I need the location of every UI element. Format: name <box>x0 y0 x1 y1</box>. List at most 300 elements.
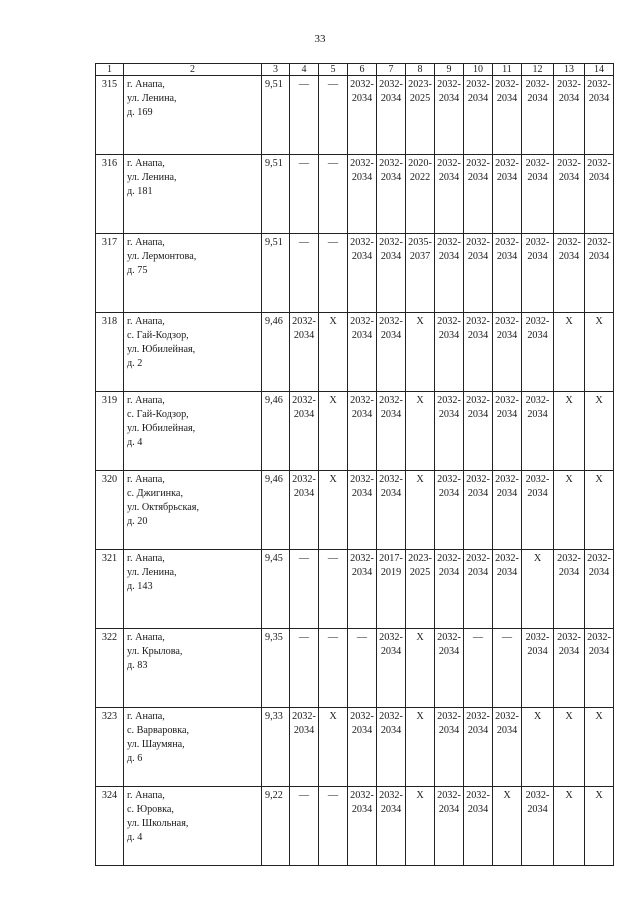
period-text: 2032- <box>495 316 519 327</box>
period-cell-col-5 <box>319 76 348 155</box>
period-cell-col-4 <box>290 550 319 629</box>
period-cell-col-8 <box>406 76 435 155</box>
period-text: 2032- <box>379 790 403 801</box>
period-text: 2034 <box>467 93 489 104</box>
period-cell-col-13 <box>554 708 585 787</box>
period-cell-col-13 <box>554 313 585 392</box>
period-text: 2032- <box>379 474 403 485</box>
period-text: 2034 <box>438 646 460 657</box>
period-text: 2032- <box>437 474 461 485</box>
period-text: 2032- <box>292 316 316 327</box>
period-cell-col-6 <box>348 313 377 392</box>
address-cell <box>124 313 262 392</box>
period-cell-col-6 <box>348 629 377 708</box>
period-text: 2034 <box>380 409 402 420</box>
period-text: Х <box>329 316 337 327</box>
period-text: 2032- <box>525 790 550 801</box>
column-header-9: 9 <box>435 64 464 76</box>
row-number: 317 <box>96 234 124 313</box>
period-cell-col-9 <box>435 313 464 392</box>
period-text: Х <box>416 790 424 801</box>
table-row <box>96 313 614 392</box>
value-cell: 9,51 <box>262 234 290 313</box>
column-header-11: 11 <box>493 64 522 76</box>
period-cell-col-10 <box>464 708 493 787</box>
period-text: 2034 <box>380 172 402 183</box>
period-cell-col-4 <box>290 76 319 155</box>
period-text: 2034 <box>467 725 489 736</box>
column-header-12: 12 <box>522 64 554 76</box>
address-line: д. 4 <box>127 832 143 843</box>
period-cell-col-10 <box>464 155 493 234</box>
period-text: 2034 <box>438 725 460 736</box>
period-cell-col-12 <box>522 234 554 313</box>
period-text: 2034 <box>588 251 610 262</box>
address-line: ул. Ленина, <box>127 172 177 183</box>
period-text: 2032- <box>437 790 461 801</box>
period-cell-col-14 <box>585 234 614 313</box>
period-text: 2034 <box>527 251 548 262</box>
period-text: 2034 <box>467 488 489 499</box>
table-header-row <box>96 64 614 76</box>
period-cell-col-14 <box>585 155 614 234</box>
period-text: 2032- <box>466 237 490 248</box>
address-line: с. Юровка, <box>127 804 174 815</box>
address-line: д. 6 <box>127 753 143 764</box>
address-line: д. 83 <box>127 660 148 671</box>
schedule-table <box>95 63 614 866</box>
period-text: 2034 <box>527 409 548 420</box>
period-text: 2032- <box>437 711 461 722</box>
period-text: 2032- <box>557 237 581 248</box>
period-cell-col-13 <box>554 629 585 708</box>
period-cell-col-12 <box>522 708 554 787</box>
period-cell-col-6 <box>348 155 377 234</box>
period-cell-col-5 <box>319 629 348 708</box>
address-line: ул. Юбилейная, <box>127 344 196 355</box>
row-number: 318 <box>96 313 124 392</box>
period-text: 2032- <box>466 711 490 722</box>
period-cell-col-11 <box>493 708 522 787</box>
period-text: Х <box>595 316 603 327</box>
period-cell-col-7 <box>377 155 406 234</box>
period-text: 2032- <box>466 553 490 564</box>
period-cell-col-6 <box>348 392 377 471</box>
address-line: д. 181 <box>127 186 153 197</box>
period-text: 2032- <box>466 395 490 406</box>
period-text: 2034 <box>527 804 548 815</box>
address-line: с. Джигинка, <box>127 488 184 499</box>
period-cell-col-12 <box>522 471 554 550</box>
period-text: 2034 <box>496 330 518 341</box>
value-cell: 9,51 <box>262 155 290 234</box>
period-text: — <box>298 790 310 801</box>
period-text: 2032- <box>350 553 374 564</box>
period-cell-col-13 <box>554 471 585 550</box>
period-cell-col-13 <box>554 550 585 629</box>
period-text: — <box>501 632 513 643</box>
period-text: Х <box>595 790 603 801</box>
period-cell-col-13 <box>554 392 585 471</box>
period-cell-col-10 <box>464 787 493 866</box>
period-text: 2032- <box>525 158 550 169</box>
address-cell <box>124 155 262 234</box>
period-cell-col-8 <box>406 708 435 787</box>
table-row <box>96 629 614 708</box>
address-cell <box>124 234 262 313</box>
period-cell-col-12 <box>522 550 554 629</box>
period-text: 2032- <box>495 79 519 90</box>
table-row <box>96 155 614 234</box>
column-header-8: 8 <box>406 64 435 76</box>
period-text: Х <box>565 711 573 722</box>
period-text: 2032- <box>525 395 550 406</box>
period-text: 2032- <box>495 711 519 722</box>
period-text: 2034 <box>527 646 548 657</box>
period-cell-col-14 <box>585 787 614 866</box>
period-text: Х <box>329 711 337 722</box>
period-text: 2034 <box>588 567 610 578</box>
period-text: 2032- <box>495 395 519 406</box>
period-cell-col-8 <box>406 313 435 392</box>
period-cell-col-7 <box>377 471 406 550</box>
address-line: с. Гай-Кодзор, <box>127 330 189 341</box>
period-text: 2034 <box>380 93 402 104</box>
period-cell-col-11 <box>493 313 522 392</box>
period-text: 2034 <box>438 93 460 104</box>
period-cell-col-4 <box>290 708 319 787</box>
value-cell: 9,22 <box>262 787 290 866</box>
period-cell-col-4 <box>290 234 319 313</box>
period-cell-col-12 <box>522 155 554 234</box>
row-number: 322 <box>96 629 124 708</box>
period-cell-col-14 <box>585 471 614 550</box>
period-text: 2034 <box>351 172 373 183</box>
period-text: 2025 <box>409 93 431 104</box>
period-text: 2034 <box>496 93 518 104</box>
period-text: 2034 <box>351 804 373 815</box>
period-cell-col-8 <box>406 629 435 708</box>
period-text: 2032- <box>350 790 374 801</box>
period-cell-col-4 <box>290 629 319 708</box>
row-number: 315 <box>96 76 124 155</box>
address-cell <box>124 550 262 629</box>
period-text: 2034 <box>351 93 373 104</box>
period-text: 2034 <box>558 567 580 578</box>
address-line: д. 75 <box>127 265 148 276</box>
period-cell-col-6 <box>348 550 377 629</box>
address-line: ул. Юбилейная, <box>127 423 196 434</box>
period-cell-col-13 <box>554 234 585 313</box>
period-text: 2032- <box>379 632 403 643</box>
period-cell-col-13 <box>554 76 585 155</box>
value-cell: 9,33 <box>262 708 290 787</box>
period-text: 2032- <box>466 790 490 801</box>
period-text: — <box>327 158 339 169</box>
period-text: — <box>298 79 310 90</box>
period-text: 2032- <box>437 316 461 327</box>
period-text: 2032- <box>350 237 374 248</box>
period-text: 2035- <box>408 237 432 248</box>
period-cell-col-8 <box>406 392 435 471</box>
address-line: г. Анапа, <box>127 237 165 248</box>
period-text: 2032- <box>557 158 581 169</box>
table-row <box>96 787 614 866</box>
period-text: Х <box>503 790 511 801</box>
period-text: 2032- <box>437 158 461 169</box>
period-text: 2032- <box>350 158 374 169</box>
period-text: 2017- <box>379 553 403 564</box>
period-text: 2034 <box>293 725 315 736</box>
period-cell-col-6 <box>348 471 377 550</box>
period-cell-col-12 <box>522 787 554 866</box>
value-cell: 9,51 <box>262 76 290 155</box>
period-cell-col-5 <box>319 313 348 392</box>
period-cell-col-5 <box>319 234 348 313</box>
column-header-13: 13 <box>554 64 585 76</box>
address-line: д. 143 <box>127 581 153 592</box>
period-text: Х <box>533 711 542 722</box>
row-number: 316 <box>96 155 124 234</box>
period-cell-col-9 <box>435 76 464 155</box>
period-text: 2034 <box>438 409 460 420</box>
address-line: д. 4 <box>127 437 143 448</box>
period-cell-col-11 <box>493 629 522 708</box>
period-text: 2032- <box>557 632 581 643</box>
period-cell-col-9 <box>435 471 464 550</box>
period-text: 2032- <box>587 237 611 248</box>
period-cell-col-10 <box>464 76 493 155</box>
period-text: Х <box>329 474 337 485</box>
period-text: — <box>298 158 310 169</box>
period-text: 2034 <box>438 330 460 341</box>
period-cell-col-4 <box>290 787 319 866</box>
period-text: 2034 <box>438 488 460 499</box>
period-text: 2034 <box>293 330 315 341</box>
period-text: — <box>298 237 310 248</box>
period-cell-col-12 <box>522 313 554 392</box>
period-cell-col-4 <box>290 471 319 550</box>
period-cell-col-6 <box>348 708 377 787</box>
period-cell-col-10 <box>464 550 493 629</box>
period-cell-col-8 <box>406 550 435 629</box>
period-text: 2034 <box>527 172 548 183</box>
period-text: 2032- <box>587 158 611 169</box>
period-text: Х <box>416 632 424 643</box>
period-text: 2032- <box>437 79 461 90</box>
table-row <box>96 708 614 787</box>
period-text: 2034 <box>496 172 518 183</box>
period-text: 2032- <box>587 553 611 564</box>
address-line: г. Анапа, <box>127 474 165 485</box>
period-cell-col-5 <box>319 708 348 787</box>
period-text: Х <box>565 474 573 485</box>
period-text: 2022 <box>409 172 431 183</box>
period-text: 2034 <box>351 725 373 736</box>
period-text: 2032- <box>587 632 611 643</box>
period-text: Х <box>416 474 424 485</box>
period-text: 2034 <box>438 251 460 262</box>
period-cell-col-4 <box>290 392 319 471</box>
period-cell-col-11 <box>493 76 522 155</box>
address-line: ул. Лермонтова, <box>127 251 197 262</box>
period-cell-col-11 <box>493 550 522 629</box>
period-text: 2032- <box>292 395 316 406</box>
period-cell-col-11 <box>493 787 522 866</box>
address-cell <box>124 471 262 550</box>
address-line: г. Анапа, <box>127 553 165 564</box>
period-text: 2034 <box>558 93 580 104</box>
period-text: 2034 <box>380 488 402 499</box>
period-text: 2034 <box>293 488 315 499</box>
period-text: 2032- <box>379 316 403 327</box>
period-text: 2034 <box>380 251 402 262</box>
period-text: 2034 <box>496 409 518 420</box>
address-line: г. Анапа, <box>127 632 165 643</box>
period-text: 2034 <box>351 409 373 420</box>
period-text: 2032- <box>379 237 403 248</box>
period-text: 2032- <box>466 474 490 485</box>
period-cell-col-6 <box>348 76 377 155</box>
period-text: 2032- <box>525 79 550 90</box>
column-header-2: 2 <box>124 64 262 76</box>
period-text: 2034 <box>558 646 580 657</box>
period-text: 2032- <box>292 474 316 485</box>
period-text: 2034 <box>467 804 489 815</box>
period-text: 2034 <box>380 646 402 657</box>
period-cell-col-14 <box>585 392 614 471</box>
period-text: Х <box>565 790 573 801</box>
period-cell-col-10 <box>464 629 493 708</box>
period-text: Х <box>565 395 573 406</box>
period-text: 2034 <box>588 93 610 104</box>
period-cell-col-13 <box>554 787 585 866</box>
period-text: 2034 <box>588 646 610 657</box>
period-text: Х <box>416 395 424 406</box>
table-row <box>96 234 614 313</box>
period-cell-col-9 <box>435 787 464 866</box>
period-text: Х <box>533 553 542 564</box>
period-cell-col-4 <box>290 313 319 392</box>
period-cell-col-7 <box>377 787 406 866</box>
period-text: Х <box>416 711 424 722</box>
period-cell-col-5 <box>319 550 348 629</box>
period-text: — <box>356 632 368 643</box>
period-cell-col-14 <box>585 708 614 787</box>
period-text: — <box>298 632 310 643</box>
period-text: 2032- <box>466 158 490 169</box>
address-line: ул. Шаумяна, <box>127 739 185 750</box>
address-line: ул. Ленина, <box>127 567 177 578</box>
address-line: ул. Школьная, <box>127 818 189 829</box>
period-cell-col-14 <box>585 550 614 629</box>
table-row <box>96 471 614 550</box>
table-row <box>96 392 614 471</box>
period-text: 2032- <box>350 316 374 327</box>
row-number: 323 <box>96 708 124 787</box>
period-cell-col-7 <box>377 392 406 471</box>
period-text: 2034 <box>527 330 548 341</box>
period-cell-col-7 <box>377 550 406 629</box>
period-text: 2034 <box>467 330 489 341</box>
period-cell-col-10 <box>464 234 493 313</box>
period-text: 2032- <box>350 711 374 722</box>
period-text: 2034 <box>496 725 518 736</box>
period-cell-col-6 <box>348 234 377 313</box>
column-header-14: 14 <box>585 64 614 76</box>
period-text: 2034 <box>496 567 518 578</box>
period-cell-col-5 <box>319 155 348 234</box>
period-cell-col-5 <box>319 392 348 471</box>
period-text: Х <box>416 316 424 327</box>
column-header-6: 6 <box>348 64 377 76</box>
period-cell-col-7 <box>377 234 406 313</box>
row-number: 320 <box>96 471 124 550</box>
period-text: 2034 <box>467 567 489 578</box>
address-cell <box>124 787 262 866</box>
period-text: 2032- <box>437 395 461 406</box>
period-cell-col-10 <box>464 392 493 471</box>
period-text: 2034 <box>527 93 548 104</box>
period-cell-col-5 <box>319 787 348 866</box>
period-cell-col-11 <box>493 471 522 550</box>
period-cell-col-14 <box>585 76 614 155</box>
address-line: ул. Крылова, <box>127 646 183 657</box>
address-line: г. Анапа, <box>127 790 165 801</box>
period-text: 2032- <box>437 632 461 643</box>
period-text: 2020- <box>408 158 432 169</box>
column-header-1: 1 <box>96 64 124 76</box>
period-cell-col-8 <box>406 787 435 866</box>
period-cell-col-10 <box>464 471 493 550</box>
period-text: 2034 <box>558 172 580 183</box>
period-cell-col-7 <box>377 76 406 155</box>
period-cell-col-14 <box>585 313 614 392</box>
period-cell-col-9 <box>435 392 464 471</box>
period-text: 2032- <box>379 158 403 169</box>
period-text: 2037 <box>409 251 431 262</box>
period-cell-col-13 <box>554 155 585 234</box>
period-cell-col-11 <box>493 155 522 234</box>
period-cell-col-8 <box>406 471 435 550</box>
period-text: Х <box>595 474 603 485</box>
period-cell-col-9 <box>435 234 464 313</box>
period-text: 2032- <box>350 395 374 406</box>
period-text: 2032- <box>437 553 461 564</box>
period-text: 2032- <box>587 79 611 90</box>
period-text: 2032- <box>557 553 581 564</box>
period-text: 2032- <box>495 553 519 564</box>
period-text: — <box>327 553 339 564</box>
period-cell-col-14 <box>585 629 614 708</box>
period-text: Х <box>565 316 573 327</box>
column-header-5: 5 <box>319 64 348 76</box>
table-body <box>96 64 614 866</box>
period-text: 2034 <box>380 725 402 736</box>
column-header-3: 3 <box>262 64 290 76</box>
period-text: — <box>327 632 339 643</box>
period-text: 2032- <box>379 395 403 406</box>
period-text: 2034 <box>351 330 373 341</box>
period-text: 2034 <box>558 251 580 262</box>
period-text: — <box>327 790 339 801</box>
period-cell-col-7 <box>377 313 406 392</box>
period-text: 2032- <box>379 711 403 722</box>
row-number: 324 <box>96 787 124 866</box>
period-text: 2032- <box>292 711 316 722</box>
period-text: 2034 <box>380 330 402 341</box>
period-text: — <box>327 79 339 90</box>
